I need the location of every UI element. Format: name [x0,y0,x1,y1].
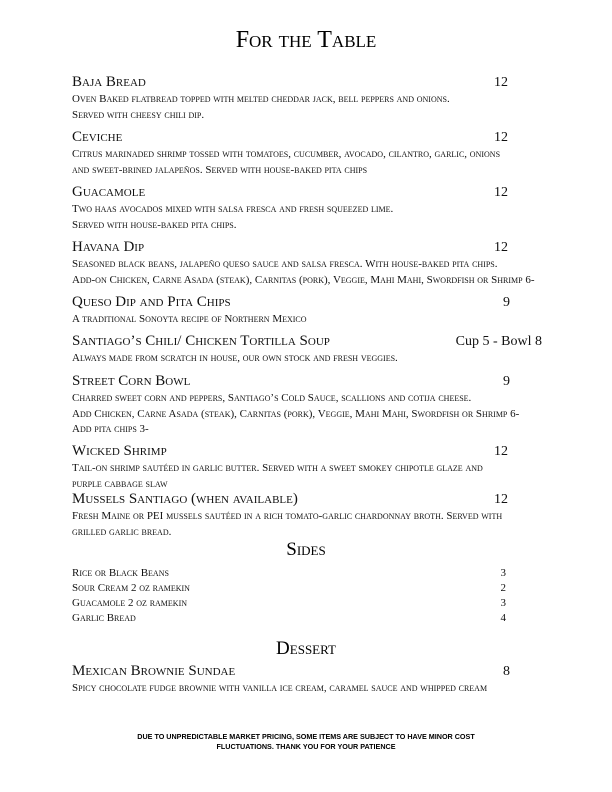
description-line: Seasoned black beans, jalapeño queso sauce and salsa fresca. With house-baked pita chips. [72,258,498,270]
item-name: Wicked Shrimp [72,443,167,459]
section-title-dessert: Dessert [276,638,336,659]
side-price: 3 [500,597,506,609]
menu-item-chili-soup [72,333,542,367]
item-description [72,147,542,178]
menu-item-baja-bread [72,74,542,123]
item-description [72,92,542,123]
item-name: Baja Bread [72,74,146,90]
item-name: Street Corn Bowl [72,373,191,389]
item-price: 8 [503,664,510,679]
description-line: Served with house-baked pita chips. [72,218,237,231]
item-price: 12 [494,75,508,90]
menu-item-ceviche [72,129,542,178]
description-line: grilled garlic bread. [72,525,172,538]
description-line: Add Chicken, Carne Asada (steak), Carnitas (pork), Veggie, Mahi Mahi, Swordfish or Shrimp 6- [72,407,520,420]
disclaimer-line: FLUCTUATIONS. THANK YOU FOR YOUR PATIENCE [216,742,396,751]
section-title-for-the-table: For the Table [235,27,377,53]
pricing-disclaimer [0,732,612,752]
description-line: Add pita chips 3- [72,423,149,435]
description-line: Spicy chocolate fudge brownie with vanilla ice cream, caramel sauce and whipped cream [72,682,488,694]
item-name: Mexican Brownie Sundae [72,663,236,679]
side-item [72,611,512,626]
side-price: 3 [500,567,506,579]
menu-item-guacamole [72,184,542,233]
menu-item-queso-dip [72,294,542,328]
description-line: Add-on Chicken, Carne Asada (steak), Carnitas (pork), Veggie, Mahi Mahi, Swordfish or Shrimp 6- [72,273,535,286]
item-name: Havana Dip [72,239,145,255]
description-line: Two haas avocados mixed with salsa fresca and fresh squeezed lime. [72,203,394,215]
item-description [72,351,542,367]
item-name: Queso Dip and Pita Chips [72,294,231,310]
item-price: 12 [494,130,508,145]
side-name: Garlic Bread [72,612,136,624]
description-line: Served with cheesy chili dip. [72,108,205,121]
item-price: 12 [494,240,508,255]
item-price: Cup 5 - Bowl 8 [455,334,542,349]
item-price: 9 [503,374,510,389]
description-line: purple cabbage slaw [72,477,168,490]
item-price: 12 [494,492,508,507]
side-item [72,566,512,581]
sides-list [72,566,512,626]
item-name: Ceviche [72,129,123,145]
section-title-sides: Sides [286,539,326,560]
side-name: Rice or Black Beans [72,567,169,579]
description-line: Citrus marinaded shrimp tossed with tomatoes, cucumber, avocado, cilantro, garlic, onions [72,148,501,160]
side-price: 4 [500,612,506,624]
menu-item-mexican-brownie-sundae [72,663,542,697]
item-description [72,391,542,438]
item-price: 12 [494,185,508,200]
side-item [72,581,512,596]
item-description [72,202,542,233]
item-name: Mussels Santiago (when available) [72,491,298,507]
item-name: Guacamole [72,184,146,200]
side-item [72,596,512,611]
description-line: Fresh Maine or PEI mussels sautéed in a rich tomato-garlic chardonnay broth. Served with [72,510,503,522]
menu-item-wicked-shrimp [72,443,542,492]
description-line: Tail-on shrimp sautéed in garlic butter. Served with a sweet smokey chipotle glaze and [72,462,483,474]
item-description [72,312,542,328]
description-line: Charred sweet corn and peppers, Santiago’s Cold Sauce, scallions and cotija cheese. [72,392,472,404]
menu-item-havana-dip [72,239,542,288]
item-description [72,257,542,288]
description-line: Always made from scratch in house, our own stock and fresh veggies. [72,352,398,364]
item-price: 12 [494,444,508,459]
menu-item-street-corn-bowl [72,373,542,438]
side-price: 2 [500,582,506,594]
item-price: 9 [503,295,510,310]
description-line: A traditional Sonoyta recipe of Northern Mexico [72,313,307,325]
menu-item-mussels-santiago [72,491,542,540]
side-name: Guacamole 2 oz ramekin [72,597,188,609]
item-description [72,681,542,697]
side-name: Sour Cream 2 oz ramekin [72,582,190,594]
item-name: Santiago’s Chili/ Chicken Tortilla Soup [72,333,330,349]
item-description [72,509,542,540]
disclaimer-line: DUE TO UNPREDICTABLE MARKET PRICING, SOME ITEMS ARE SUBJECT TO HAVE MINOR COST [137,732,475,741]
description-line: Oven Baked flatbread topped with melted cheddar jack, bell peppers and onions. [72,93,450,105]
item-description [72,461,542,492]
description-line: and sweet-brined jalapeños. Served with house-baked pita chips [72,163,368,176]
